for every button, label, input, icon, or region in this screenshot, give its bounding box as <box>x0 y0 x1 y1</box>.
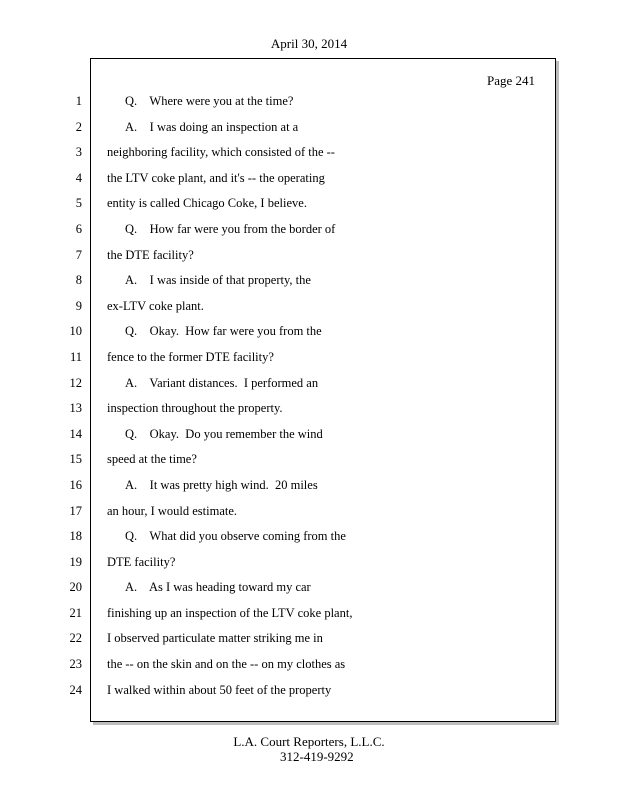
line-number: 5 <box>75 196 82 211</box>
transcript-line: speed at the time? <box>107 452 197 467</box>
line-number: 23 <box>69 657 82 672</box>
transcript-line: A. I was doing an inspection at a <box>125 119 299 134</box>
line-number: 14 <box>69 426 82 441</box>
line-number: 18 <box>69 529 82 544</box>
transcript-line: inspection throughout the property. <box>107 401 283 416</box>
transcript-line: neighboring facility, which consisted of the -- <box>107 145 335 160</box>
transcript-line: Q. What did you observe coming from the <box>125 529 346 544</box>
transcript-line: I walked within about 50 feet of the property <box>107 682 332 697</box>
line-number: 15 <box>69 452 82 467</box>
line-number: 9 <box>75 298 82 313</box>
line-number: 8 <box>75 273 82 288</box>
line-number-column <box>60 89 82 703</box>
line-number: 1 <box>75 94 82 108</box>
line-number: 17 <box>69 503 82 518</box>
footer-company: L.A. Court Reporters, L.L.C. <box>233 734 385 749</box>
transcript-line: ex-LTV coke plant. <box>107 298 204 313</box>
transcript-line: the -- on the skin and on the -- on my clothes as <box>107 657 346 672</box>
transcript-text <box>107 89 547 703</box>
line-number: 21 <box>69 605 82 620</box>
transcript-line: A. I was inside of that property, the <box>125 273 311 288</box>
line-number: 11 <box>69 349 82 364</box>
transcript-line: fence to the former DTE facility? <box>107 349 274 364</box>
line-number: 10 <box>69 324 82 339</box>
line-number: 13 <box>69 401 82 416</box>
transcript-line: DTE facility? <box>107 554 176 569</box>
transcript-line: the LTV coke plant, and it's -- the operating <box>107 170 325 185</box>
transcript-line: Q. Okay. How far were you from the <box>125 324 322 339</box>
transcript-line: an hour, I would estimate. <box>107 503 238 518</box>
line-number: 3 <box>75 145 82 160</box>
transcript-line: entity is called Chicago Coke, I believe. <box>107 196 307 211</box>
line-number: 4 <box>75 170 82 185</box>
transcript-line: Q. Okay. Do you remember the wind <box>125 426 323 441</box>
line-number: 19 <box>69 554 82 569</box>
transcript-line: I observed particulate matter striking me in <box>107 631 323 646</box>
line-number: 16 <box>69 477 82 492</box>
transcript-line: A. As I was heading toward my car <box>125 580 311 595</box>
header-date: April 30, 2014 <box>270 36 348 51</box>
transcript-line: A. Variant distances. I performed an <box>125 375 319 390</box>
transcript-line: Q. Where were you at the time? <box>125 94 294 108</box>
transcript-line: finishing up an inspection of the LTV coke plant, <box>107 605 353 620</box>
line-number: 2 <box>75 119 82 134</box>
transcript-line: A. It was pretty high wind. 20 miles <box>125 477 318 492</box>
page-number: Page 241 <box>486 73 535 88</box>
line-number: 7 <box>75 247 82 262</box>
transcript-line: the DTE facility? <box>107 247 194 262</box>
line-number: 6 <box>75 221 82 236</box>
transcript-line: Q. How far were you from the border of <box>125 221 336 236</box>
line-number: 12 <box>69 375 82 390</box>
line-number: 24 <box>69 682 82 697</box>
line-number: 22 <box>69 631 82 646</box>
footer-phone: 312-419-9292 <box>280 749 354 764</box>
line-number: 20 <box>69 580 82 595</box>
